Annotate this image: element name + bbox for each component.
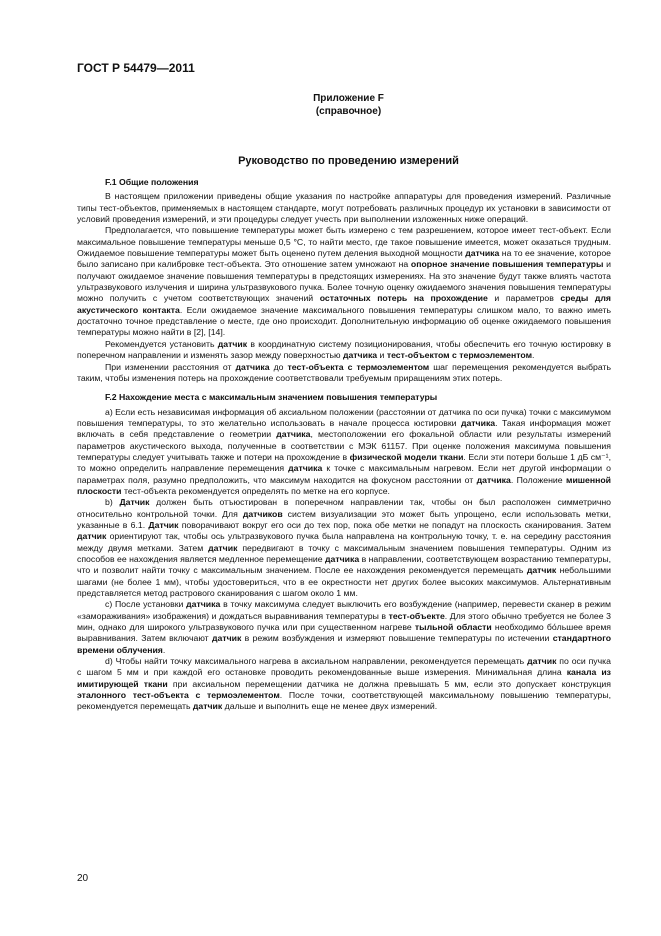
text-run: c) После установки (105, 599, 187, 610)
text-run: Рекомендуется установить (105, 338, 218, 349)
bold-term: опорное значение повышения температуры (410, 259, 604, 270)
text-run: необходимо бо́льшее время выравнивания. Затем включают (77, 622, 612, 644)
bold-term: датчиков (242, 508, 283, 519)
text-run: . (162, 644, 166, 655)
bold-term: датчика (476, 474, 511, 485)
bold-term: тест-объекте (388, 610, 445, 621)
text-run: в точку максимума следует выключить его возбуждение (например, перевести сканер в режим «замораживания» изображения) и дождаться выравнивания температуры в (77, 599, 611, 621)
document-title-wrap (0, 155, 661, 167)
text-run: передвигают в точку с максимальным значением повышения температуры. Одним из способов ее нахождения является медленное перемещение (77, 542, 611, 564)
appendix-subtitle: (справочное) (315, 106, 382, 117)
bold-term: датчик (527, 656, 557, 667)
text-run: при аксиальном перемещении датчика не должна превышать 5 мм, если это допускает конструкция (167, 678, 611, 689)
bold-term: эталонного тест-объекта с термоэлементом (77, 690, 280, 701)
text-run: и параметров (487, 293, 561, 304)
page-number: 20 (77, 873, 89, 884)
bold-term: датчик (208, 542, 238, 553)
paragraph (77, 191, 611, 225)
text-run: Предполагается, что повышение температуры может быть измерено с тем разрешением, которое имеет тест-объект. Если максимальное повышение температуры меньше 0,5 °С, то найти место, где такое повышение имеется, может оказаться трудным. Ожидаемое повышение температуры может быть оценено путем деления выходной мощности (77, 225, 611, 259)
text-run: . (532, 350, 535, 361)
paragraph (77, 656, 611, 713)
text-run: а) Если есть независимая информация об аксиальном положении (расстоянии от датчика по оси пучка) точки с максимумом повышения температуры, то это желательно использовать в начале процесса юстировки (77, 406, 611, 428)
bold-term: канала из имитирующей ткани (77, 667, 611, 689)
document-title: Руководство по проведению измерений (238, 155, 459, 167)
document-body (77, 177, 611, 713)
bold-term: Датчик (119, 497, 150, 508)
text-run: должен быть отъюстирован в поперечном направлении так, чтобы он был расположен симметрично относительно контрольной точки. Для (77, 497, 611, 519)
bold-term: датчика (460, 417, 496, 428)
text-run: поворачивают вокруг его оси до тех пор, пока обе метки не попадут на плоскость сканирования. Затем (178, 519, 612, 530)
paragraph (77, 225, 611, 338)
text-run: В настоящем приложении приведены общие указания по настройке аппаратуры для проведения измерений. Различные типы тест-объектов, применяемых в настоящем стандарте, могут потребовать различных процедур их установки в зависимости от условий проведения измерений, и эти процедуры следует учесть при выполнении изложенных ниже операций. (77, 191, 611, 225)
text-run: b) (105, 497, 120, 508)
bold-term: датчика (465, 248, 500, 259)
document-header: ГОСТ Р 54479—2011 (77, 61, 195, 75)
text-run: . Для этого обычно требуется не более 3 мин, однако для широкого ультразвукового пучка или при существенном нагреве (77, 610, 611, 633)
paragraph (77, 599, 611, 656)
paragraph (77, 497, 611, 599)
text-run: по оси пучка с шагом 5 мм и при каждой его остановке проводить рекомендованные выше измерения. Минимальная длина (77, 656, 612, 678)
text-run: дальше и выполнить еще не менее двух измерений. (222, 701, 438, 712)
text-run: к точке с максимальным нагревом. Если нет другой информации о параметрах поля, разумно предположить, что максимум находится на фокусном расстоянии от (77, 463, 611, 485)
bold-term: датчик (192, 701, 223, 712)
text-run: шаг перемещения рекомендуется выбрать таким, чтобы изменения потерь на прохождение соответствовали требуемым приращениям этих потерь. (77, 361, 611, 383)
text-run: и получают ожидаемое значение повышения температуры в предстоящих измерениях. На это значение будут также влиять частота ультразвукового излучения и ширина ультразвукового пучка. Более точную оценку ожидаемого значения повышения температуры можно получить с учетом соответствующих значений (77, 259, 611, 304)
text-run: . Если эти потери больше 1 дБ см⁻¹, то можно определить направление перемещения (77, 451, 611, 474)
section-heading: F.1 Общие положения (105, 177, 199, 187)
text-run: до (269, 361, 288, 372)
paragraph (77, 339, 611, 362)
bold-term: датчик (526, 565, 557, 576)
bold-term: датчик (211, 633, 242, 644)
text-run: . Такая информация может включать в себя представление о геометрии (77, 417, 611, 440)
bold-term: датчика (186, 599, 221, 610)
bold-term: остаточных потерь на прохождение (319, 293, 488, 304)
text-run: При изменении расстояния от (105, 361, 236, 372)
bold-term: датчика (235, 361, 270, 372)
text-run: . Если ожидаемое значение максимального повышения температуры слишком мало, то важно иметь достаточно точное представление о месте, где оно происходит. Дополнительную информацию об оценке ожидаемого повышения температуры можно найти в [2], [14]. (77, 304, 611, 338)
bold-term: датчик (77, 531, 107, 542)
bold-term: датчика (324, 554, 360, 564)
text-run: в направлении, соответствующем возрастанию температуры, что и позволит найти точку с максимальным значением. После ее нахождения рекомендуется перемещать (77, 554, 611, 576)
appendix-heading (0, 92, 661, 118)
bold-term: датчика (342, 350, 378, 361)
text-run: ориентируют так, чтобы ось ультразвукового пучка была направлена на контрольную точку, т. е. на середину расстояния между двумя метками. Затем (77, 531, 611, 553)
text-run: в режим возбуждения и измеряют повышение температуры по истечении (241, 633, 553, 644)
text-run: систем визуализации это может быть упрощено, если использовать метки, указанные в 6.1. (77, 508, 612, 530)
bold-term: тыльной области (414, 622, 492, 633)
text-run: тест-объекта рекомендуется определять по метке на его корпусе. (121, 485, 390, 496)
bold-term: Датчик (148, 519, 179, 530)
bold-term: физической модели ткани (349, 451, 464, 462)
text-run: и (377, 350, 387, 361)
bold-term: датчика (288, 463, 323, 474)
bold-term: датчика (276, 429, 311, 440)
paragraph (77, 362, 611, 385)
text-run: d) Чтобы найти точку максимального нагрева в аксиальном направлении, рекомендуется перемещать (105, 656, 528, 667)
text-run: небольшими шагами (не более 1 мм), чтобы удостовериться, что в ее окрестности нет других более высоких максимумов. Альтернативным представляется метод растрового сканирования с шагом около 1 мм. (77, 565, 611, 599)
appendix-title: Приложение F (313, 93, 384, 104)
bold-term: мишенной плоскости (77, 474, 612, 496)
text-run: на то ее значение, которое было записано при калибровке тест-объекта. Это отношение затем умножают на (77, 248, 611, 270)
text-run: . После точки, соответствующей максимальному повышению температуры, рекомендуется перемещать (77, 690, 611, 712)
section-heading: F.2 Нахождение места с максимальным значением повышения температуры (105, 392, 438, 403)
paragraph (77, 407, 611, 498)
text-run: , местоположении его фокальной области или результаты измерений параметров акустического выхода, полученные в соответствии с МЭК 61157. При оценке положения максимума повышения температуры следует учитывать также и потери на прохождение в (77, 429, 611, 462)
bold-term: стандартного времени облучения (77, 633, 612, 655)
bold-term: тест-объекта с термоэлементом (287, 361, 430, 372)
bold-term: датчик (217, 338, 248, 349)
text-run: . Положение (510, 474, 567, 485)
text-run: в координатную систему позиционирования, чтобы обеспечить его точную юстировку в поперечном направлении и изменять зазор между поверхностью (77, 338, 611, 361)
bold-term: тест-объектом с термоэлементом (386, 350, 532, 361)
bold-term: среды для акустического контакта (77, 293, 611, 315)
